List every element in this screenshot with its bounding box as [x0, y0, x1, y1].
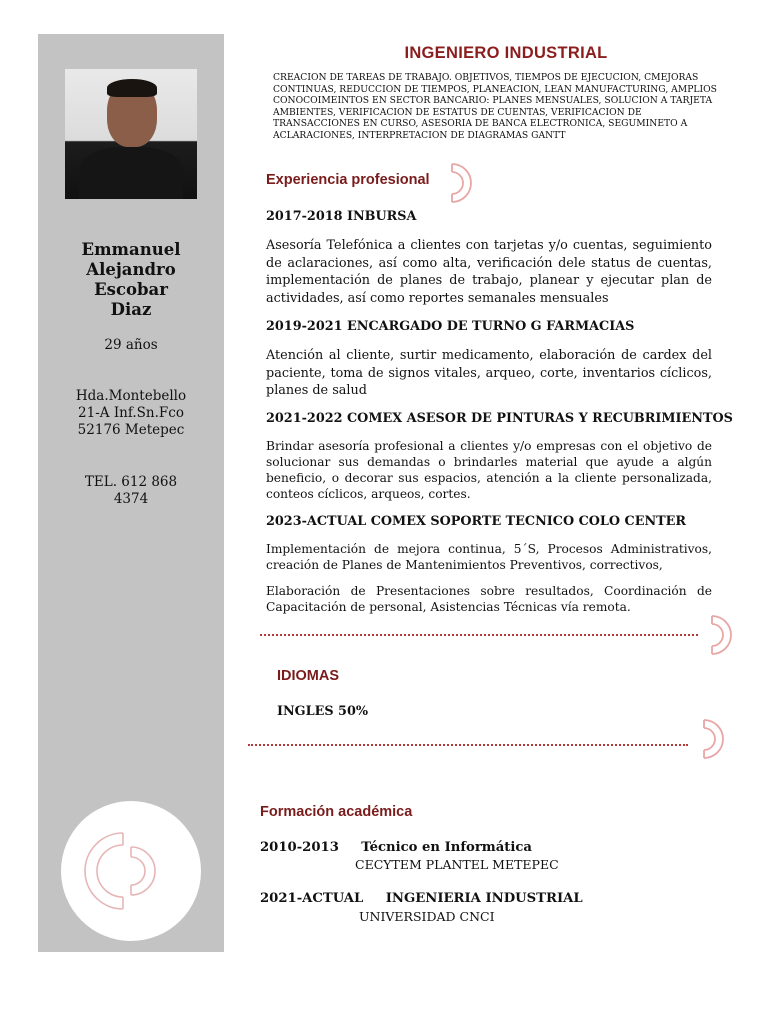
- section-arc-icon: [448, 160, 480, 206]
- job-title: 2021-2022 COMEX ASESOR DE PINTURAS Y RECUBRIMIENTOS: [266, 411, 733, 426]
- section-arc-icon: [708, 612, 738, 658]
- job-description: Brindar asesoría profesional a clientes y/o empresas con el objetivo de solucionar sus demandas o brindarles material que ayude a algún beneficio, o decorar sus espacios, atención a la cliente personalizada, conteos cíclicos, arqueos, cortes.: [266, 439, 712, 501]
- education-item: [260, 840, 532, 855]
- job-title: 2023-ACTUAL COMEX SOPORTE TECNICO COLO CENTER: [266, 514, 687, 529]
- phone: TEL. 612 868 4374: [84, 474, 178, 507]
- education-period: 2010-2013: [260, 840, 339, 855]
- education-item: [260, 891, 583, 906]
- job-title-header: INGENIERO INDUSTRIAL: [404, 44, 608, 62]
- education-school: CECYTEM PLANTEL METEPEC: [355, 857, 559, 872]
- address: Hda.Montebello 21-A Inf.Sn.Fco 52176 Metepec: [75, 388, 187, 438]
- age: 29 años: [104, 337, 158, 353]
- education-school: UNIVERSIDAD CNCI: [359, 909, 495, 924]
- decorative-circle: [61, 801, 201, 941]
- job-description: Implementación de mejora continua, 5´S, Procesos Administrativos, creación de Planes de Mantenimientos Preventivos, correctivos,: [266, 542, 712, 572]
- section-divider: [248, 744, 688, 746]
- decorative-arcs-icon: [61, 801, 201, 941]
- job-description: Asesoría Telefónica a clientes con tarjetas y/o cuentas, seguimiento de aclaraciones, así como alta, verificación dele status de cuentas, implementación de planes de trabajo, planear y ejecutar plan de actividades, así como reportes semanales mensuales: [266, 238, 712, 306]
- education-heading: Formación académica: [260, 804, 413, 820]
- job-description: Elaboración de Presentaciones sobre resultados, Coordinación de Capacitación de personal, Asistencias Técnicas vía remota.: [266, 584, 712, 614]
- education-degree: INGENIERIA INDUSTRIAL: [385, 891, 583, 906]
- education-degree: Técnico en Informática: [361, 840, 532, 855]
- job-title: 2017-2018 INBURSA: [266, 209, 417, 224]
- profile-summary: CREACION DE TAREAS DE TRABAJO. OBJETIVOS, TIEMPOS DE EJECUCION, CMEJORAS CONTINUAS, REDUCCION DE TIEMPOS, PLANEACION, LEAN MANUFACTURING, AMPLIOS CONOCOIMEINTOS EN SECTOR BANCARIO: PLANES MENSUALES, SOLUCION A TARJETA AMBIENTES, VERIFICACION DE ESTATUS DE CUENTAS, VERIFICACION DE TRANSACCIONES EN CURSO, ASESORIA DE BANCA ELECTRONICA, SEGUMINETO A ACLARACIONES, INTERPRETACION DE DIAGRAMAS GANTT: [273, 72, 717, 141]
- languages-heading: IDIOMAS: [277, 668, 340, 684]
- candidate-name: Emmanuel Alejandro Escobar Diaz: [81, 240, 181, 319]
- section-arc-icon: [700, 716, 730, 762]
- language-item: INGLES 50%: [277, 704, 369, 719]
- experience-heading: Experiencia profesional: [266, 172, 430, 188]
- education-period: 2021-ACTUAL: [260, 891, 364, 906]
- job-title: 2019-2021 ENCARGADO DE TURNO G FARMACIAS: [266, 319, 635, 334]
- job-description: Atención al cliente, surtir medicamento, elaboración de cardex del paciente, toma de signos vitales, arqueo, corte, inventarios cíclicos, planes de salud: [266, 348, 712, 398]
- section-divider: [260, 634, 698, 636]
- profile-photo: [65, 69, 197, 199]
